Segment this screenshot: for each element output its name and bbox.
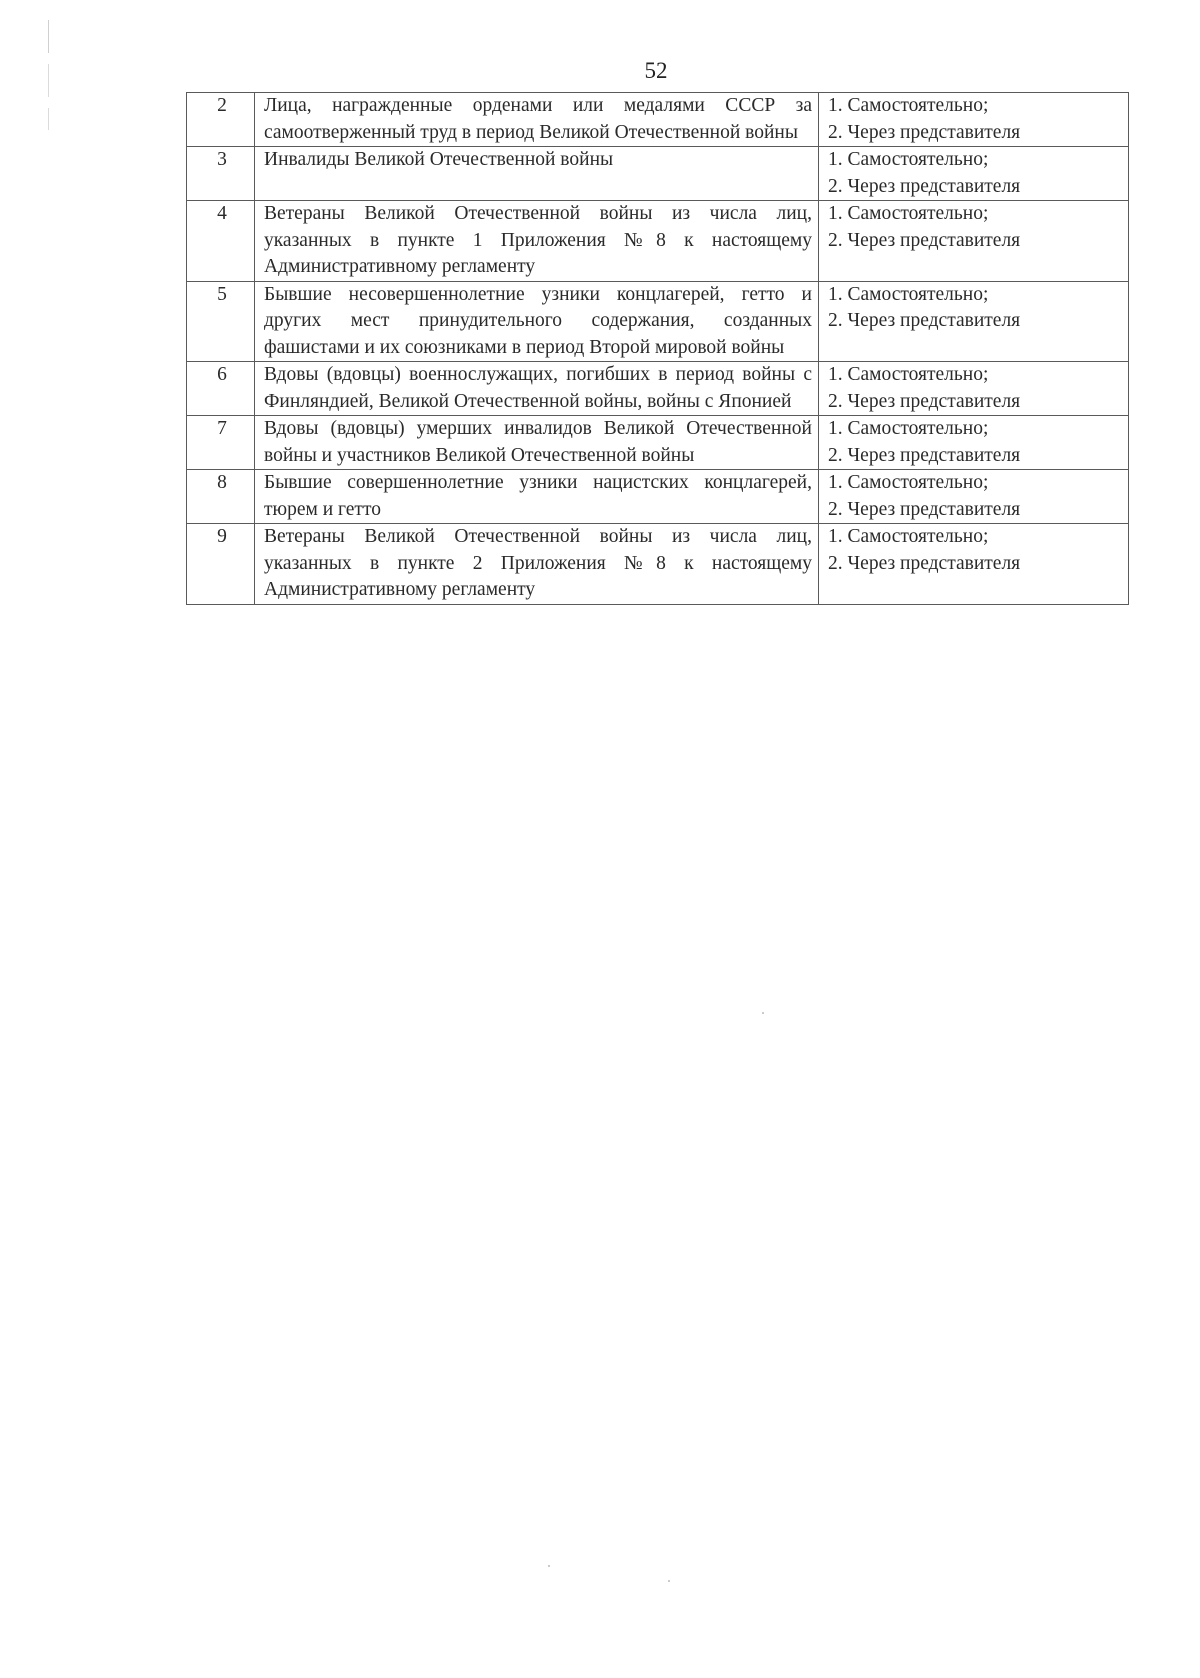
beneficiary-category: Ветераны Великой Отечественной войны из числа лиц, указанных в пункте 2 Приложения №8 к настоящему Административному регламенту (255, 524, 819, 605)
table-row (187, 93, 1129, 147)
submission-methods (819, 93, 1129, 147)
row-number: 3 (187, 147, 255, 201)
submission-methods (819, 281, 1129, 362)
method-self: 1. Самостоятельно; (828, 149, 989, 170)
method-representative: 2. Через представителя (828, 310, 1021, 331)
beneficiary-table (186, 92, 1129, 605)
method-self: 1. Самостоятельно; (828, 283, 989, 305)
table-row (187, 281, 1129, 362)
beneficiary-category: Вдовы (вдовцы) умерших инвалидов Великой Отечественной войны и участников Великой Отечественной войны (255, 416, 819, 470)
method-self: 1. Самостоятельно; (828, 95, 989, 116)
submission-methods (819, 147, 1129, 201)
scan-speck (668, 1580, 670, 1582)
submission-methods (819, 416, 1129, 470)
beneficiary-category: Инвалиды Великой Отечественной войны (255, 147, 819, 201)
row-number: 9 (187, 524, 255, 605)
method-self: 1. Самостоятельно; (828, 364, 989, 385)
table-row (187, 524, 1129, 605)
row-number: 7 (187, 416, 255, 470)
submission-methods (819, 470, 1129, 524)
submission-methods (819, 362, 1129, 416)
row-number: 5 (187, 281, 255, 362)
row-number: 4 (187, 201, 255, 282)
beneficiary-category: Бывшие совершеннолетние узники нацистских концлагерей, тюрем и гетто (255, 470, 819, 524)
method-representative: 2. Через представителя (828, 121, 1021, 143)
scan-speck (548, 1565, 550, 1567)
table-row (187, 147, 1129, 201)
row-number: 2 (187, 93, 255, 147)
method-representative: 2. Через представителя (828, 390, 1021, 412)
row-number: 6 (187, 362, 255, 416)
beneficiary-category: Бывшие несовершеннолетние узники концлагерей, гетто и других мест принудительного содержания, созданных фашистами и их союзниками в период Второй мировой войны (255, 281, 819, 362)
method-self: 1. Самостоятельно; (828, 203, 989, 224)
method-self: 1. Самостоятельно; (828, 472, 989, 493)
page-number: 52 (644, 58, 668, 83)
method-representative: 2. Через представителя (828, 498, 1021, 520)
method-representative: 2. Через представителя (828, 175, 1021, 197)
submission-methods (819, 201, 1129, 282)
method-representative: 2. Через представителя (828, 552, 1021, 574)
table-row (187, 416, 1129, 470)
method-self: 1. Самостоятельно; (828, 418, 989, 439)
method-representative: 2. Через представителя (828, 229, 1021, 251)
method-representative: 2. Через представителя (828, 444, 1021, 466)
beneficiary-category: Лица, награжденные орденами или медалями СССР за самоотверженный труд в период Великой Отечественной войны (255, 93, 819, 147)
row-number: 8 (187, 470, 255, 524)
method-self: 1. Самостоятельно; (828, 526, 989, 547)
beneficiary-category: Ветераны Великой Отечественной войны из числа лиц, указанных в пункте 1 Приложения №8 к настоящему Административному регламенту (255, 201, 819, 282)
scan-speck (762, 1012, 764, 1014)
submission-methods (819, 524, 1129, 605)
table-row (187, 362, 1129, 416)
table-row (187, 470, 1129, 524)
beneficiary-category: Вдовы (вдовцы) военнослужащих, погибших в период войны с Финляндией, Великой Отечественной войны, войны с Японией (255, 362, 819, 416)
table-row (187, 201, 1129, 282)
